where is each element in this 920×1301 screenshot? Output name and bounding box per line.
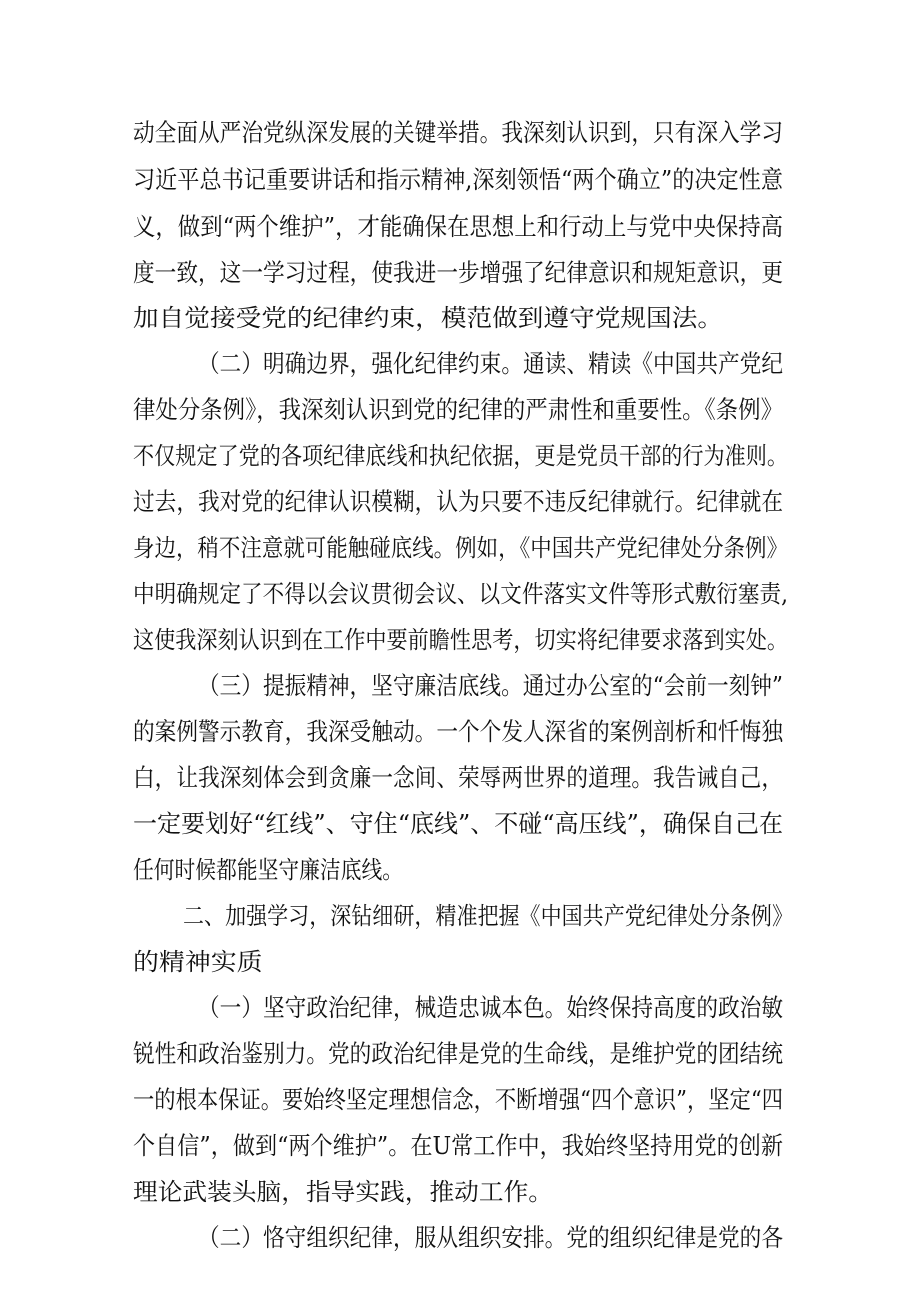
- text-line: 律处分条例》，我深刻认识到党的纪律的严肃性和重要性。《条例》: [133, 395, 783, 424]
- section-heading: 的精神实质: [133, 948, 263, 976]
- text-line: 任何时候都能坚守廉洁底线。: [133, 856, 403, 884]
- text-line: 度一致，这一学习过程，使我进一步增强了纪律意识和规矩意识，更: [133, 258, 783, 287]
- text-line: 理论武装头脑，指导实践，推动工作。: [133, 1178, 553, 1206]
- text-line: 一定要划好“红线”、守住“底线”、不碰“高压线”，确保自己在: [133, 809, 783, 838]
- text-line: 过去，我对党的纪律认识模糊，认为只要不违反纪律就行。纪律就在: [133, 487, 783, 516]
- text-line: 白，让我深刻体会到贪廉一念间、荣辱两世界的道理。我告诫自己，: [133, 763, 783, 792]
- text-line: 一的根本保证。要始终坚定理想信念，不断增强“四个意识”，坚定“四: [133, 1085, 783, 1114]
- text-line: （三）提振精神，坚守廉洁底线。通过办公室的“会前一刻钟”: [198, 671, 783, 700]
- text-line: 这使我深刻认识到在工作中要前瞻性思考，切实将纪律要求落到实处。: [133, 626, 788, 654]
- text-line: 义，做到“两个维护”，才能确保在思想上和行动上与党中央保持高: [133, 212, 783, 241]
- text-line: 锐性和政治鉴别力。党的政治纪律是党的生命线，是维护党的团结统: [133, 1039, 783, 1068]
- text-line: （二）恪守组织纪律，服从组织安排。党的组织纪律是党的各: [198, 1223, 783, 1252]
- text-line: 动全面从严治党纵深发展的关键举措。我深刻认识到，只有深入学习: [133, 118, 783, 147]
- section-heading: 二、加强学习，深钻细研，精准把握《中国共产党纪律处分条例》: [183, 902, 793, 930]
- text-line: 加自觉接受党的纪律约束，模范做到遵守党规国法。: [133, 304, 723, 332]
- text-line: 身边，稍不注意就可能触碰底线。例如，《中国共产党纪律处分条例》: [133, 534, 788, 562]
- text-line: 中明确规定了不得以会议贯彻会议、以文件落实文件等形式敷衍塞责,: [133, 580, 788, 608]
- text-line: 个自信”，做到“两个维护”。在U常工作中，我始终坚持用党的创新: [133, 1131, 783, 1160]
- text-line: （一）坚守政治纪律，械造忠诚本色。始终保持高度的政治敏: [198, 993, 783, 1022]
- text-line: 习近平总书记重要讲话和指示精神,深刻领悟“两个确立”的决定性意: [133, 165, 783, 194]
- text-line: 不仅规定了党的各项纪律底线和执纪依据，更是党员干部的行为准则。: [133, 442, 788, 470]
- text-line: （二）明确边界，强化纪律约束。通读、精读《中国共产党纪: [198, 349, 783, 378]
- text-line: 的案例警示教育，我深受触动。一个个发人深省的案例剖析和忏悔独: [133, 717, 783, 746]
